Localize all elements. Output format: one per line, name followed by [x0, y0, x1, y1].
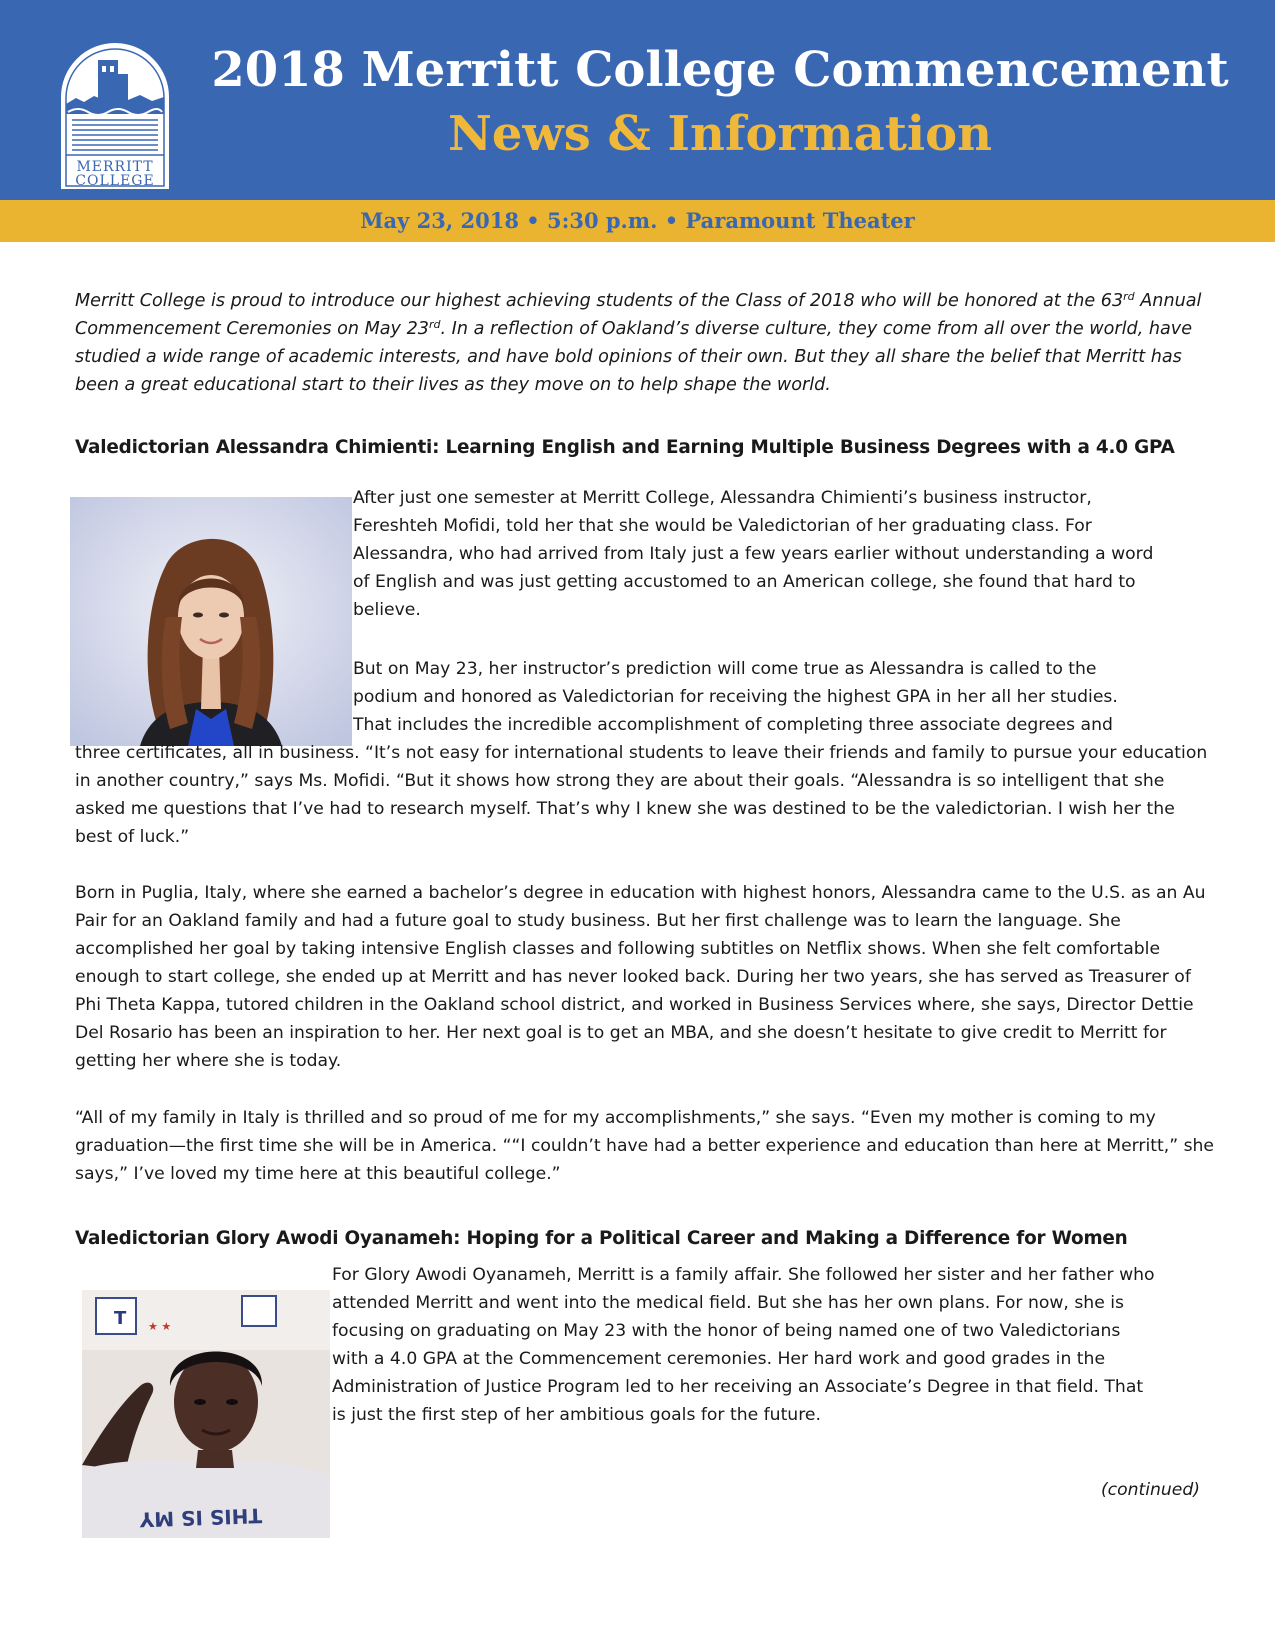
logo-text-college: COLLEGE — [75, 173, 155, 189]
article-heading-oyanameh: Valedictorian Glory Awodi Oyanameh: Hoping for a Political Career and Making a Difference for Women — [75, 1228, 1128, 1249]
alessandra-chimienti-photo — [70, 497, 352, 746]
article1-paragraph-1: After just one semester at Merritt College, Alessandra Chimienti’s business instructor, Fereshteh Mofidi, told her that she would be Valedictorian of her graduating class. For Alessandra, who had arrived from Italy just a few years earlier without understanding a word of English and was just getting accustomed to an American college, she found that hard to believe. — [353, 488, 1154, 620]
page-title: 2018 Merritt College Commencement — [211, 42, 1229, 98]
logo-text-merritt: MERRITT — [76, 159, 154, 175]
svg-text:T: T — [114, 1308, 127, 1329]
continued-note: (continued) — [1100, 1480, 1200, 1500]
article-heading-chimienti: Valedictorian Alessandra Chimienti: Learning English and Earning Multiple Business Degrees with a 4.0 GPA — [75, 437, 1175, 458]
intro-paragraph: Merritt College is proud to introduce our highest achieving students of the Class of 2018 who will be honored at the 63rd Annual Commencement Ceremonies on May 23rd. In a reflection of Oakland’s diverse culture, they come from all over the world, have studied a wide range of academic interests, and have bold opinions of their own. But they all share the belief that Merritt has been a great educational start to their lives as they move on to help shape the world. — [75, 290, 1202, 395]
shirt-text: THIS IS MY — [139, 1503, 263, 1532]
article2-paragraph-1: For Glory Awodi Oyanameh, Merritt is a family affair. She followed her sister and her father who attended Merritt and went into the medical field. But she has her own plans. For now, she is focusing on graduating on May 23 with the honor of being named one of two Valedictorians with a 4.0 GPA at the Commencement ceremonies. Her hard work and good grades in the Administration of Justice Program led to her receiving an Associate’s Degree in that field. That is just the first step of her ambitious goals for the future. — [332, 1265, 1155, 1425]
article1-paragraph-3: Born in Puglia, Italy, where she earned a bachelor’s degree in education with highest honors, Alessandra came to the U.S. as an Au Pair for an Oakland family and had a future goal to study business. But her first challenge was to learn the language. She accomplished her goal by taking intensive English classes and following subtitles on Netflix shows. When she felt comfortable enough to start college, she ended up at Merritt and has never looked back. During her two years, she has served as Treasurer of Phi Theta Kappa, tutored children in the Oakland school district, and worked in Business Services where, she says, Director Dettie Del Rosario has been an inspiration to her. Her next goal is to get an MBA, and she doesn’t hesitate to give credit to Merritt for getting her where she is today. — [75, 883, 1206, 1071]
page-header — [0, 0, 1275, 200]
svg-text:★ ★: ★ ★ — [148, 1320, 172, 1333]
article1-paragraph-2-side: But on May 23, her instructor’s prediction will come true as Alessandra is called to the podium and honored as Valedictorian for receiving the highest GPA in her all her studies. That includes the incredible accomplishment of completing three associate degrees and — [353, 659, 1118, 735]
glory-oyanameh-photo — [82, 1290, 330, 1538]
merritt-college-logo — [58, 40, 172, 192]
page-subtitle: News & Information — [447, 106, 993, 162]
article1-paragraph-2-full: three certificates, all in business. “It’s not easy for international students to leave their friends and family to pursue your education in another country,” says Ms. Mofidi. “But it shows how strong they are about their goals. “Alessandra is so intelligent that she asked me questions that I’ve had to research myself. That’s why I knew she was destined to be the valedictorian. I wish her the best of luck.” — [75, 743, 1208, 847]
article1-paragraph-4: “All of my family in Italy is thrilled and so proud of me for my accomplishments,” she says. “Even my mother is coming to my graduation—the first time she will be in America. ““I couldn’t have had a better experience and education than here at Merritt,” she says,” I’ve loved my time here at this beautiful college.” — [75, 1108, 1215, 1184]
event-details: May 23, 2018 • 5:30 p.m. • Paramount Theater — [360, 208, 915, 233]
